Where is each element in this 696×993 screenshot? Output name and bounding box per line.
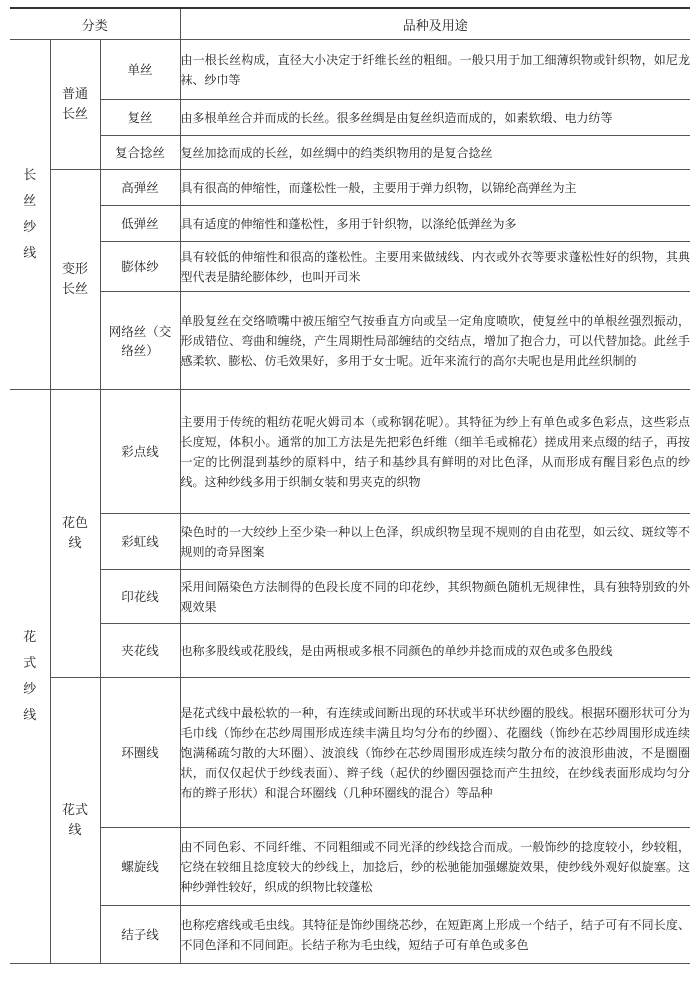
row-name: 彩点线 xyxy=(100,390,180,514)
header-category: 分类 xyxy=(10,8,180,40)
subgroup-label: 变形长丝 xyxy=(61,261,88,297)
row-desc: 复丝加捻而成的长丝，如丝绸中的绉类织物用的是复合捻丝 xyxy=(180,136,690,170)
row-name: 夹花线 xyxy=(100,624,180,678)
row-desc: 也称疙瘩线或毛虫线。其特征是饰纱围绕芯纱，在短距离上形成一个结子，结子可有不同长度、不同色泽和不同间距。长结子称为毛虫线，短结子可有单色或多色 xyxy=(180,906,690,964)
table-row xyxy=(10,624,690,678)
row-name: 网络丝（交络丝） xyxy=(100,292,180,390)
table-row xyxy=(10,100,690,136)
row-name: 彩虹线 xyxy=(100,514,180,570)
table-row xyxy=(10,390,690,514)
table-header-row xyxy=(10,8,690,40)
table-row xyxy=(10,828,690,906)
row-desc: 由一根长丝构成，直径大小决定于纤维长丝的粗细。一般只用于加工细薄织物或针织物，如尼龙袜、纱巾等 xyxy=(180,40,690,100)
group-label: 花式纱线 xyxy=(23,629,37,723)
subgroup-label: 普通长丝 xyxy=(61,86,88,122)
subgroup-regular-filament xyxy=(50,40,100,170)
table-row xyxy=(10,906,690,964)
row-name: 螺旋线 xyxy=(100,828,180,906)
table-row xyxy=(10,40,690,100)
row-name: 复丝 xyxy=(100,100,180,136)
row-name: 印花线 xyxy=(100,570,180,624)
row-desc: 单股复丝在交络喷嘴中被压缩空气按垂直方向或呈一定角度喷吹，使复丝中的单根丝强烈振动，形成错位、弯曲和缠绕，产生周期性局部缠结的交结点，增加了抱合力，可以代替加捻。此丝手感柔软、膨松、仿毛效果好，多用于女士呢。近年来流行的高尔夫呢也是用此丝织制的 xyxy=(180,292,690,390)
table-row xyxy=(10,206,690,242)
table-row xyxy=(10,678,690,828)
table-row xyxy=(10,170,690,206)
row-desc: 是花式线中最松软的一种，有连续或间断出现的环状或半环状纱圈的股线。根据环圈形状可分为毛巾线（饰纱在芯纱周围形成连续丰满且均匀分布的纱圈）、花圈线（饰纱在芯纱周围形成连续饱满稀疏匀散的大环圈）、波浪线（饰纱在芯纱周围形成连续匀散分布的波浪形曲波，不是圈圈状，而仅仅起伏于纱线表面）、辫子线（起伏的纱圈因强捻而产生扭绞，在纱线表面形成均匀分布的辫子形状）和混合环圈线（几种环圈线的混合）等品种 xyxy=(180,678,690,828)
row-desc: 采用间隔染色方法制得的色段长度不同的印花纱，其织物颜色随机无规律性，具有独特别致的外观效果 xyxy=(180,570,690,624)
subgroup-textured-filament xyxy=(50,170,100,390)
table-row xyxy=(10,292,690,390)
subgroup-label: 花式线 xyxy=(61,802,88,838)
subgroup-label: 花色线 xyxy=(61,515,88,551)
table-row xyxy=(10,242,690,292)
group-filament-yarn xyxy=(10,40,50,390)
row-desc: 具有很高的伸缩性，而蓬松性一般，主要用于弹力织物，以锦纶高弹丝为主 xyxy=(180,170,690,206)
table-row xyxy=(10,570,690,624)
table-row xyxy=(10,136,690,170)
row-desc: 主要用于传统的粗纺花呢火姆司本（或称钢花呢）。其特征为纱上有单色或多色彩点，这些彩点长度短，体积小。通常的加工方法是先把彩色纤维（细羊毛或棉花）搓成用来点缀的结子，再按一定的比例混到基纱的原料中，结子和基纱具有鲜明的对比色泽，从而形成有醒目彩色点的纱线。这种纱线多用于织制女装和男夹克的织物 xyxy=(180,390,690,514)
row-name: 环圈线 xyxy=(100,678,180,828)
row-desc: 也称多股线或花股线，是由两根或多根不同颜色的单纱并捻而成的双色或多色股线 xyxy=(180,624,690,678)
group-fancy-yarn xyxy=(10,390,50,964)
row-name: 膨体纱 xyxy=(100,242,180,292)
row-name: 复合捻丝 xyxy=(100,136,180,170)
yarn-classification-table xyxy=(10,7,690,964)
table-row xyxy=(10,514,690,570)
subgroup-fancy-color-yarn xyxy=(50,390,100,678)
row-name: 结子线 xyxy=(100,906,180,964)
row-name: 单丝 xyxy=(100,40,180,100)
row-desc: 具有适度的伸缩性和蓬松性，多用于针织物，以涤纶低弹丝为多 xyxy=(180,206,690,242)
header-usage: 品种及用途 xyxy=(180,8,690,40)
row-desc: 由多根单丝合并而成的长丝。很多丝绸是由复丝织造而成的，如素软缎、电力纺等 xyxy=(180,100,690,136)
row-desc: 由不同色彩、不同纤维、不同粗细或不同光泽的纱线捻合而成。一般饰纱的捻度较小，纱较粗，它绕在较细且捻度较大的纱线上，加捻后，纱的松驰能加强螺旋效果，使纱线外观好似旋塞。这种纱弹性较好，织成的织物比较蓬松 xyxy=(180,828,690,906)
row-name: 低弹丝 xyxy=(100,206,180,242)
group-label: 长丝纱线 xyxy=(23,167,37,261)
row-name: 高弹丝 xyxy=(100,170,180,206)
row-desc: 具有较低的伸缩性和很高的蓬松性。主要用来做绒线、内衣或外衣等要求蓬松性好的织物，其典型代表是腈纶膨体纱，也叫开司米 xyxy=(180,242,690,292)
row-desc: 染色时的一大绞纱上至少染一种以上色泽，织成织物呈现不规则的自由花型，如云纹、斑纹等不规则的奇异图案 xyxy=(180,514,690,570)
subgroup-fancy-yarn xyxy=(50,678,100,964)
